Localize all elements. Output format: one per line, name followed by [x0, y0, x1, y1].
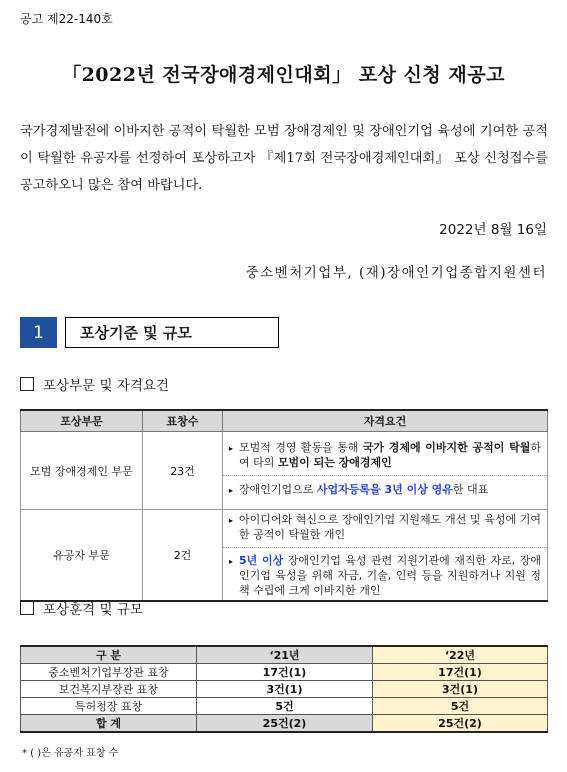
subsection-title: 포상훈격 및 규모: [43, 602, 143, 618]
header-qualification: 자격요건: [223, 410, 548, 432]
value-21: 17건(1): [197, 664, 373, 681]
triangle-bullet-icon: ▸: [229, 486, 234, 495]
qual-highlight: 5년 이상: [239, 554, 284, 567]
table-header-row: [21, 646, 548, 664]
table-row: [21, 510, 548, 602]
award-category-table: [20, 409, 548, 602]
award-name: 특허청장 표창: [21, 698, 197, 715]
qual-highlight: 사업자등록을 3년 이상 영유: [316, 483, 453, 496]
triangle-bullet-icon: ▸: [229, 516, 234, 525]
total-21: 25건(2): [197, 715, 373, 733]
notice-date: 2022년 8월 16일: [439, 222, 547, 238]
value-21: 3건(1): [197, 681, 373, 698]
award-grade-table: [20, 645, 548, 733]
qual-text: 하여 타의: [239, 441, 541, 469]
qual-text: 장애인기업으로: [239, 483, 317, 496]
section-heading-1: [20, 317, 279, 348]
intro-paragraph: 국가경제발전에 이바지한 공적이 탁월한 모범 장애경제인 및 장애인기업 육성에 기여한 공적이 탁월한 유공자를 선정하여 포상하고자 『제17회 전국장애경제인대회』 포상 신청접수를 공고하오니 많은 참여 바랍니다.: [20, 124, 548, 193]
triangle-bullet-icon: ▸: [229, 444, 234, 453]
qualification-item: [223, 548, 547, 600]
total-22: 25건(2): [373, 715, 548, 733]
value-22: 5건: [373, 698, 548, 715]
value-21: 5건: [197, 698, 373, 715]
header-year-21: ‘21년: [197, 646, 373, 664]
qualification-item: [223, 438, 547, 476]
subsection-heading-2: [20, 598, 143, 618]
row-count: 23건: [143, 432, 223, 510]
total-label: 합 계: [21, 715, 197, 733]
qual-emphasis: 모범이 되는 장애경제인: [277, 456, 392, 469]
qualification-item: [223, 476, 547, 503]
row-count: 2건: [143, 510, 223, 602]
page-title: 「2022년 전국장애경제인대회」 포상 신청 재공고: [62, 64, 505, 86]
issuing-organizations: 중소벤처기업부, (재)장애인기업종합지원센터: [245, 265, 547, 281]
value-22: 17건(1): [373, 664, 548, 681]
square-bullet-icon: [20, 601, 34, 615]
table-row: [21, 698, 548, 715]
qual-text: 한 대표: [452, 483, 489, 496]
header-year-22: ‘22년: [373, 646, 548, 664]
qualification-item: [223, 510, 547, 548]
header-category: 포상부문: [21, 410, 143, 432]
triangle-bullet-icon: ▸: [229, 557, 234, 566]
qual-text: 모범적 경영 활동을 통해: [239, 441, 363, 454]
section-title: 포상기준 및 규모: [65, 317, 279, 348]
header-division: 구 분: [21, 646, 197, 664]
table-header-row: [21, 410, 548, 432]
value-22: 3건(1): [373, 681, 548, 698]
row-category: 유공자 부문: [21, 510, 143, 602]
table-row: [21, 681, 548, 698]
row-category: 모범 장애경제인 부문: [21, 432, 143, 510]
square-bullet-icon: [20, 377, 34, 391]
table-total-row: [21, 715, 548, 733]
subsection-title: 포상부문 및 자격요건: [43, 378, 169, 394]
section-number-badge: 1: [20, 317, 57, 348]
footnote: * ( )은 유공자 표창 수: [22, 748, 119, 759]
award-name: 중소벤처기업부장관 표창: [21, 664, 197, 681]
subsection-heading-1: [20, 374, 169, 394]
table-row: [21, 664, 548, 681]
qual-text: 장애인기업 육성 관련 지원기관에 재직한 자로, 장애인기업 육성을 위해 자금, 기술, 인력 등을 지원하거나 지원 정책 수립에 크게 이바지한 개인: [239, 554, 541, 597]
header-count: 표창수: [143, 410, 223, 432]
qual-emphasis: 국가 경제에 이바지한 공적이 탁월: [362, 441, 531, 454]
table-row: [21, 432, 548, 510]
qual-text: 아이디어와 혁신으로 장애인기업 지원제도 개선 및 육성에 기여한 공적이 탁월한 개인: [239, 513, 541, 541]
award-name: 보건복지부장관 표창: [21, 681, 197, 698]
notice-number: 공고 제22-140호: [20, 12, 113, 26]
